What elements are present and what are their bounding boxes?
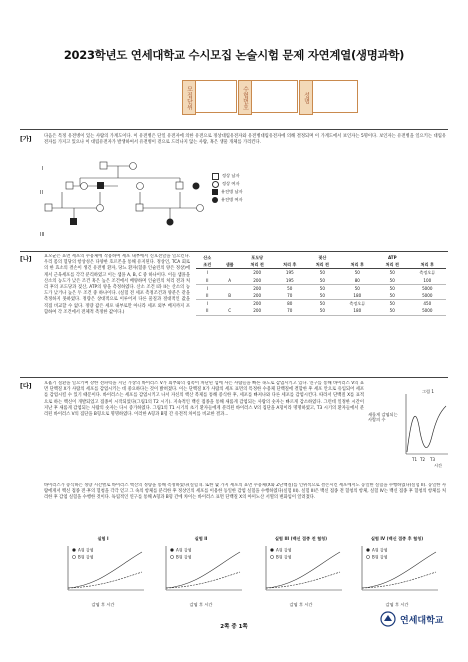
- section-text-da: 호흡기 질환을 일으키며 강한 전파력을 지닌 가상의 바이러스 V가 외부와의 접촉이 차단된 섬에 사는 사람들을 빠른 속도로 감염시키고 있다. 연구를 통해 바이러스 V의 표면 단백질 X가 사람의 세포를 감염시키는 데 중요하다는 것이 밝혀졌다. 이는 단백질 X가 사람의 세포 표면의 특정한 수용체 단백질에 결합한 후 세포 안으로 유입되어 세포를 감염시킬 수 있기 때문이다. 바이러스는 세포를 감염시키고 나서 자신의 핵산 복제를 통해 증식한 후, 세포를 빠져나와 다른 세포를 감염시킨다. 따라서 단백질 X를 표적으로 하는 백신이 개발되었고 접종이 시작되었다(그림1의 T2 시기). 지속적인 백신 접종을 통해 새롭게 감염되는 사람의 숫자는 빠르게 감소하였다. 그런데 일정한 시간이 지난 후 새롭게 감염되는 사람의 숫자는 다시 증가하였다. 그림1의 T1 시기의 초기 환자들에게 분리된 바이러스 V의 집단을 A형이라 명명하였고, T3 시기의 환자들에서 분리된 바이러스 V의 집단을 B형으로 명명하였다. 이러한 A형과 B형 간 유전적 차이를 비교한 결과...: [44, 381, 364, 418]
- legend-label-a: A형 감염: [176, 547, 192, 553]
- divider: [20, 129, 448, 130]
- table-cell: [218, 284, 240, 292]
- table-cell: 200: [253, 270, 262, 276]
- data-table: [196, 254, 446, 316]
- generation-label: II: [40, 190, 43, 196]
- table-cell: 180: [339, 307, 376, 315]
- table-cell: I: [206, 270, 208, 276]
- legend-label-a: A형 감염: [78, 547, 94, 553]
- table-header-cell: 조건: [196, 261, 218, 269]
- table-header-row: [196, 254, 446, 261]
- id-label-unit: 모집단위: [182, 80, 196, 115]
- table-row: [196, 307, 446, 315]
- experiment-xlabel: 감염 후 시간: [385, 602, 409, 607]
- table-cell: 측정오류: [349, 300, 366, 306]
- legend-marker-b: [270, 555, 273, 558]
- figure-1-curve: [402, 392, 450, 464]
- experiment-xlabel: 감염 후 시간: [189, 602, 213, 607]
- table-cell: 200: [241, 292, 274, 300]
- table-cell: 50: [354, 285, 360, 291]
- table-row: [196, 277, 446, 285]
- table-cell: 70: [273, 307, 306, 315]
- table-cell: [218, 269, 240, 277]
- legend-label: 유전병 남자: [221, 189, 243, 194]
- table-cell: 200: [253, 301, 262, 307]
- legend-label-a: A형 감염: [372, 547, 388, 553]
- table-cell: 80: [339, 277, 376, 285]
- table-cell: 200: [253, 285, 262, 291]
- legend-label: 정상 여자: [222, 181, 240, 186]
- legend-label: 정상 남자: [222, 173, 240, 178]
- table-cell: 50: [389, 285, 395, 291]
- table-header-cell: ATP: [387, 255, 397, 261]
- section-label-ga: [가]: [20, 136, 32, 143]
- experiment-plot: [156, 542, 246, 598]
- table-cell: 50: [306, 277, 339, 285]
- table-header-cell: 처리 후: [339, 261, 376, 269]
- legend-label-a: A형 감염: [276, 547, 292, 553]
- series-b-line: [266, 572, 340, 588]
- legend-marker-a: [170, 548, 173, 551]
- table-cell: II: [196, 292, 218, 300]
- table-cell: 200: [241, 277, 274, 285]
- table-cell: 200: [241, 307, 274, 315]
- pedigree-affected-male: [70, 218, 77, 225]
- logo-text: 연세대학교: [400, 615, 444, 626]
- pedigree-affected-female: [193, 183, 200, 190]
- pedigree-female: [130, 163, 137, 170]
- university-emblem-icon: [380, 611, 396, 627]
- series-b-line: [68, 572, 142, 588]
- table-cell: 50: [287, 285, 293, 291]
- table-header-cell: 처리 후: [273, 261, 306, 269]
- experiment-title: 실험 IV (백신 접종 후 혈청): [370, 536, 424, 541]
- pedigree-female: [97, 205, 104, 212]
- figure-caption: 그림 1: [422, 389, 435, 394]
- experiment-plot: [256, 542, 346, 598]
- table-row: [196, 292, 446, 300]
- experiment-plot: [352, 542, 442, 598]
- section-label-da: [다]: [20, 383, 32, 390]
- table-row: [196, 300, 446, 308]
- table-cell: 50: [354, 270, 360, 276]
- table-header-cell: 처리 전: [241, 261, 274, 269]
- table-cell: 5000: [409, 292, 446, 300]
- section-text-ga: 다음은 특정 유전병이 있는 사람의 가계도이다. 이 유전병은 단일 유전자에 의한 유전으로 정상대립유전자와 유전병대립유전자에 의해 결정되며 이 가계도에서 보인자는 5명이다. 보인자는 유전병을 일으키는 대립유전자를 가지고 있으나 이 대립유전자가 발생하여서 유전병이 겉으로 드러나지 않는 사람, 혹은 생물 개체를 가리킨다.: [44, 134, 446, 146]
- table-cell: C: [218, 307, 240, 315]
- legend-label-b: B형 감염: [276, 554, 292, 560]
- generation-label: III: [40, 232, 45, 238]
- experiment-xlabel: 감염 후 시간: [91, 602, 115, 607]
- number-input[interactable]: [251, 80, 298, 113]
- figure-xlabel: 시간: [434, 463, 443, 468]
- table-row: [196, 284, 446, 292]
- pedigree-male: [100, 162, 107, 169]
- tick-t3: T3: [430, 457, 435, 462]
- pedigree-female: [81, 183, 88, 190]
- id-label-name: 성명: [299, 80, 313, 115]
- table-cell: 50: [319, 285, 325, 291]
- table-row: [196, 269, 446, 277]
- experiment-plot: [58, 542, 148, 598]
- table-cell: 50: [376, 292, 409, 300]
- table-cell: A: [218, 277, 240, 285]
- series-b-line: [166, 572, 240, 588]
- table-cell: I: [206, 301, 208, 307]
- section-text-na: 효모균은 표면 세포의 수용체에 작용하여 세포 내부에서 신호전달을 일으킨다. 우리 몸의 혈당의 항상성은 다양한 호르몬을 통해 유지된다. 정상인, TCA 회로의 한 효소의 결손이 생긴 유전병 환자, 당뇨 환자(혈중 인슐린의 양은 정상)에게서 근육세포를 각각 분리하였고 이는 샘플 A, B, C 중 하나이다. 이들 샘플을 산소의 농도가 낮은 조건 혹은 높은 조건에서 배양하며 인슐린의 처리 전과 처리 후의 포도당과 젖산, ATP의 양을 측정하였다. 산소 조건 I과 II는 산소의 농도가 낮거나 높은 두 조건 중 하나이다. (실험 전 세포 측정조건과 양분은 같을 측정하지 못하였다. 정량은 상대적으로 이루어져 다른 물질과 절대적인 값을 직접 비교할 수 없다. 정량 값은 세포 내부로만 아니라 세포 외부 배지까지 포함하여 각 조건에서 전체적 측정한 값이다.): [44, 254, 190, 315]
- experiment-panel: [256, 536, 346, 606]
- table-header-cell: [409, 254, 446, 261]
- pedigree-male: [45, 204, 52, 211]
- experiment-title: 실험 III (백신 접종 전 혈청): [274, 536, 328, 541]
- table-cell: II: [196, 307, 218, 315]
- table-header-cell: 포도당: [251, 254, 264, 260]
- tick-t1: T1: [412, 457, 417, 462]
- table-cell: 450: [423, 301, 432, 307]
- legend-marker-a: [72, 548, 75, 551]
- page-number: 2쪽 중 1쪽: [220, 624, 248, 630]
- generation-label: I: [42, 166, 44, 172]
- unit-input[interactable]: [195, 80, 237, 113]
- table-cell: 50: [376, 307, 409, 315]
- table-cell: [218, 300, 240, 308]
- table-cell: 측정오류: [419, 269, 436, 275]
- legend-marker-a: [270, 548, 273, 551]
- table-header-cell: [218, 254, 240, 261]
- pedigree-male: [176, 182, 183, 189]
- pedigree-chart: [40, 158, 210, 248]
- table-cell: 100: [409, 277, 446, 285]
- table-cell: 50: [306, 292, 339, 300]
- legend-marker-b: [170, 555, 173, 558]
- section-text-da-2: 바이러스가 증식하는 정량 시간별로 바이러스 핵산의 정량을 통해 측정하였다(실험 I). 또한 몇 가지 세포의 표면 수용체(X와 Z단백질)를 인위적으로 결손시킨 세포에서도 동일한 실험을 수행하였다(실험 II). 동일한 사람에게서 백신 접종 전·후의 혈청을 각각 얻고 그 속의 항체를 분리한 후 정상인의 세포를 이용한 동일한 감염 실험을 수행하였다(실험 III). 실험 III은 백신 접종 전 혈청의 항체, 실험 IV는 백신 접종 후 혈청의 항체를 처리한 후 감염 실험을 수행한 것이다. 독립적인 연구를 통해 A형과 B형 간에 차이는 바이러스 표면 단백질 X의 아미노산 서열의 변화임이 알려졌다.: [44, 483, 446, 501]
- legend-marker-b: [72, 555, 75, 558]
- legend-label-b: B형 감염: [78, 554, 94, 560]
- legend-marker-a: [366, 548, 369, 551]
- id-fields: [182, 80, 357, 113]
- experiment-title: 실험 I: [97, 536, 109, 541]
- experiment-title: 실험 II: [194, 536, 208, 541]
- divider: [20, 251, 448, 252]
- pedigree-male: [66, 182, 73, 189]
- table-header-cell: 젖산: [318, 254, 327, 260]
- table-header-cell: [339, 254, 376, 261]
- experiment-panel: [58, 536, 148, 606]
- table-header-cell: [273, 254, 306, 261]
- section-label-na: [나]: [20, 256, 32, 263]
- figure-ylabel: 새롭게 감염되는 사람의 수: [368, 412, 398, 422]
- university-logo: [380, 609, 450, 629]
- table-header-cell: 처리 후: [409, 261, 446, 269]
- section-text-na-cont: [44, 336, 446, 374]
- table-cell: 180: [339, 292, 376, 300]
- divider: [20, 377, 448, 378]
- table-header-cell: 샘플: [218, 261, 240, 269]
- experiment-panel: [156, 536, 246, 606]
- table-cell: I: [206, 285, 208, 291]
- table-header-cell: 처리 전: [306, 261, 339, 269]
- table-header-cell: 산소: [203, 254, 212, 260]
- legend-label-b: B형 감염: [176, 554, 192, 560]
- table-header-cell: 처리 전: [376, 261, 409, 269]
- table-cell: 50: [319, 301, 325, 307]
- experiment-xlabel: 감염 후 시간: [289, 602, 313, 607]
- table-cell: 195: [285, 270, 294, 276]
- pedigree-female: [137, 183, 144, 190]
- name-input[interactable]: [312, 80, 358, 113]
- table-cell: 50: [319, 270, 325, 276]
- legend-marker-b: [366, 555, 369, 558]
- table-cell: 80: [287, 301, 293, 307]
- table-cell: 50: [389, 301, 395, 307]
- table-cell: II: [196, 277, 218, 285]
- legend-label: 유전병 여자: [221, 197, 243, 202]
- series-b-line: [362, 572, 436, 588]
- table-cell: 5000: [409, 307, 446, 315]
- legend-label-b: B형 감염: [372, 554, 388, 560]
- experiment-panel: [352, 536, 442, 606]
- table-cell: 50: [306, 307, 339, 315]
- table-cell: 70: [273, 292, 306, 300]
- pedigree-male: [136, 204, 143, 211]
- pedigree-female: [197, 205, 204, 212]
- table-cell: 50: [376, 277, 409, 285]
- table-cell: 50: [389, 270, 395, 276]
- table-cell: 195: [273, 277, 306, 285]
- pedigree-legend: [212, 172, 272, 204]
- table-cell: 5000: [422, 285, 433, 291]
- pedigree-affected-female: [167, 219, 174, 226]
- pedigree-affected-male: [97, 182, 104, 189]
- id-label-number: 수험번호: [238, 80, 252, 115]
- table-header-row: [196, 261, 446, 269]
- tick-t2: T2: [420, 457, 425, 462]
- page-title: 2023학년도 연세대학교 수시모집 논술시험 문제 자연계열(생명과학): [63, 48, 405, 62]
- table-cell: B: [218, 292, 240, 300]
